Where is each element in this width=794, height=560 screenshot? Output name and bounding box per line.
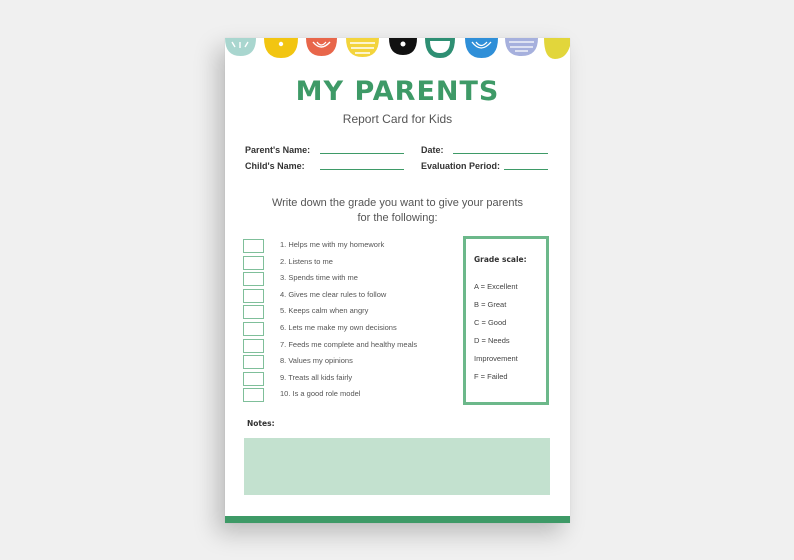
grade-scale-item: D = Needs — [474, 336, 510, 345]
instructions — [265, 196, 530, 226]
instructions-line-2: for the following: — [357, 212, 438, 224]
grade-scale-item: A = Excellent — [474, 282, 518, 291]
bunting-flag-2 — [264, 38, 298, 58]
notes-label: Notes: — [247, 419, 275, 428]
item-label: 7. Feeds me complete and healthy meals — [280, 339, 418, 349]
child-name-label: Child's Name: — [245, 161, 305, 171]
grade-box[interactable] — [243, 256, 264, 270]
grade-scale-item: F = Failed — [474, 372, 508, 381]
bunting-flag-9 — [544, 38, 570, 59]
page-title: MY PARENTS — [295, 76, 500, 107]
grade-scale-item: B = Great — [474, 300, 507, 309]
item-label: 6. Lets me make my own decisions — [280, 322, 397, 332]
item-label: 5. Keeps calm when angry — [280, 306, 369, 316]
grade-box[interactable] — [243, 272, 264, 286]
grade-box[interactable] — [243, 388, 264, 402]
item-label: 3. Spends time with me — [280, 273, 358, 283]
grade-scale-box — [463, 236, 549, 405]
item-label: 4. Gives me clear rules to follow — [280, 289, 387, 299]
evaluation-period-label: Evaluation Period: — [421, 161, 501, 171]
grade-box[interactable] — [243, 239, 264, 253]
grade-box[interactable] — [243, 289, 264, 303]
evaluation-period-line[interactable] — [504, 169, 548, 170]
grade-scale-item: C = Good — [474, 318, 507, 327]
instructions-line-1: Write down the grade you want to give your parents — [271, 197, 524, 209]
grade-box[interactable] — [243, 322, 264, 336]
date-line[interactable] — [453, 153, 548, 154]
item-label: 8. Values my opinions — [280, 356, 353, 366]
grade-box[interactable] — [243, 355, 264, 369]
child-name-line[interactable] — [320, 169, 404, 170]
item-label: 1. Helps me with my homework — [280, 240, 385, 249]
grade-scale-title: Grade scale: — [474, 255, 527, 264]
item-label: 2. Listens to me — [280, 256, 333, 266]
grade-box[interactable] — [243, 339, 264, 353]
grade-box[interactable] — [243, 305, 264, 319]
parent-name-line[interactable] — [320, 153, 404, 154]
report-card-page — [225, 38, 570, 523]
page-subtitle: Report Card for Kids — [342, 112, 453, 126]
grade-scale-item: Improvement — [474, 354, 518, 363]
item-label: 10. Is a good role model — [280, 389, 361, 399]
bunting-decoration — [225, 38, 570, 62]
date-label: Date: — [421, 145, 444, 155]
grade-box[interactable] — [243, 372, 264, 386]
footer-bar — [225, 516, 570, 523]
notes-area[interactable] — [244, 438, 550, 495]
item-label: 9. Treats all kids fairly — [280, 372, 353, 382]
parent-name-label: Parent's Name: — [245, 145, 311, 155]
